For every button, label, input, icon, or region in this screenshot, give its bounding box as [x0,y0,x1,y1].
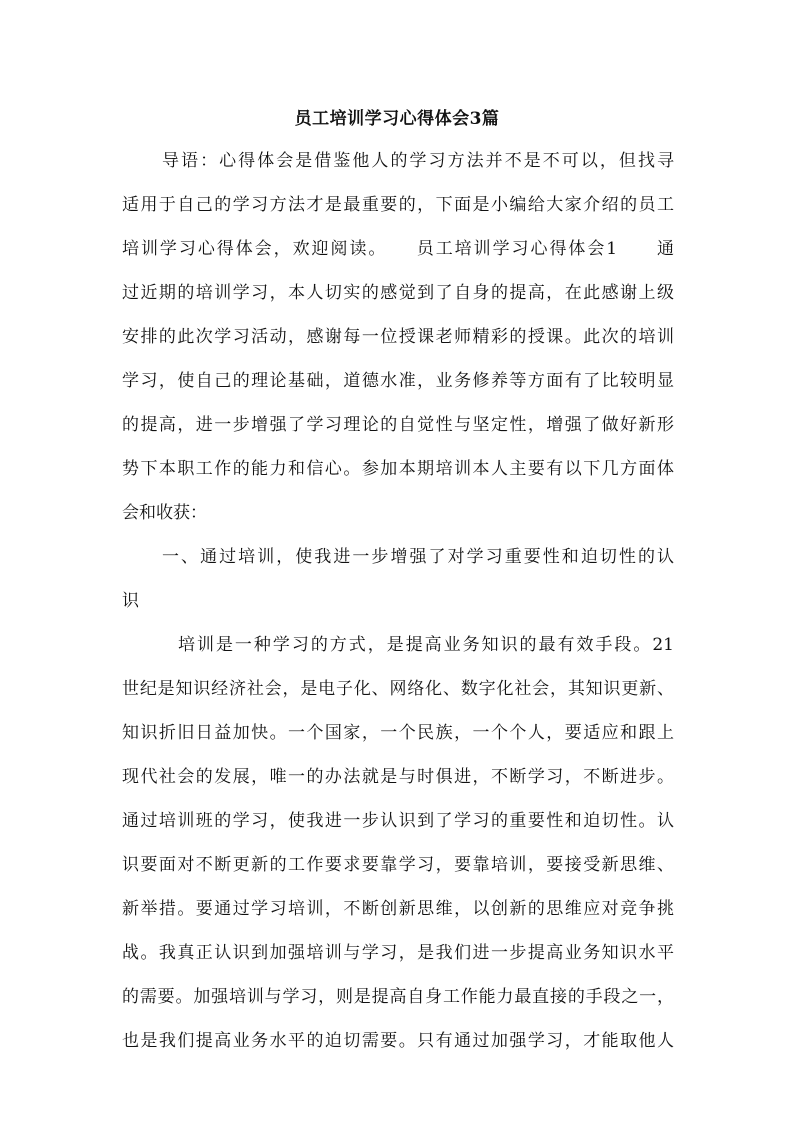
document-title: 员工培训学习心得体会3篇 [294,109,500,129]
paragraph-line: 也是我们提高业务水平的迫切需要。只有通过加强学习，才能取他人 [122,1031,674,1051]
section-heading-line: 一、通过培训，使我进一步增强了对学习重要性和迫切性的认 [162,547,674,567]
paragraph-line: 过近期的培训学习，本人切实的感觉到了自身的提高，在此感谢上级 [122,283,674,303]
paragraph-line: 学习，使自己的理论基础，道德水准，业务修养等方面有了比较明显 [122,371,674,391]
paragraph-line: 安排的此次学习活动，感谢每一位授课老师精彩的授课。此次的培训 [122,327,674,347]
paragraph-line: 的提高，进一步增强了学习理论的自觉性与坚定性，增强了做好新形 [122,415,674,435]
paragraph-line: 知识折旧日益加快。一个国家，一个民族，一个个人，要适应和跟上 [122,723,674,743]
paragraph-line: 培训是一种学习的方式，是提高业务知识的最有效手段。21 [178,635,674,655]
paragraph-line: 势下本职工作的能力和信心。参加本期培训本人主要有以下几方面体 [122,459,674,479]
paragraph-line: 会和收获： [122,503,207,523]
paragraph-line: 适用于自己的学习方法才是最重要的，下面是小编给大家介绍的员工 [122,195,674,215]
paragraph-line: 的需要。加强培训与学习，则是提高自身工作能力最直接的手段之一， [122,987,674,1007]
paragraph-line: 战。我真正认识到加强培训与学习，是我们进一步提高业务知识水平 [122,943,674,963]
paragraph-line: 培训学习心得体会，欢迎阅读。 员工培训学习心得体会1 通 [122,239,674,259]
paragraph-line: 现代社会的发展，唯一的办法就是与时俱进，不断学习，不断进步。 [122,767,674,787]
paragraph-line: 识要面对不断更新的工作要求要靠学习，要靠培训，要接受新思维、 [122,855,674,875]
paragraph-line: 导语：心得体会是借鉴他人的学习方法并不是不可以，但找寻 [162,151,674,171]
section-heading-line: 识 [122,591,139,611]
paragraph-line: 新举措。要通过学习培训，不断创新思维，以创新的思维应对竞争挑 [122,899,674,919]
paragraph-line: 世纪是知识经济社会，是电子化、网络化、数字化社会，其知识更新、 [122,679,674,699]
paragraph-line: 通过培训班的学习，使我进一步认识到了学习的重要性和迫切性。认 [122,811,674,831]
